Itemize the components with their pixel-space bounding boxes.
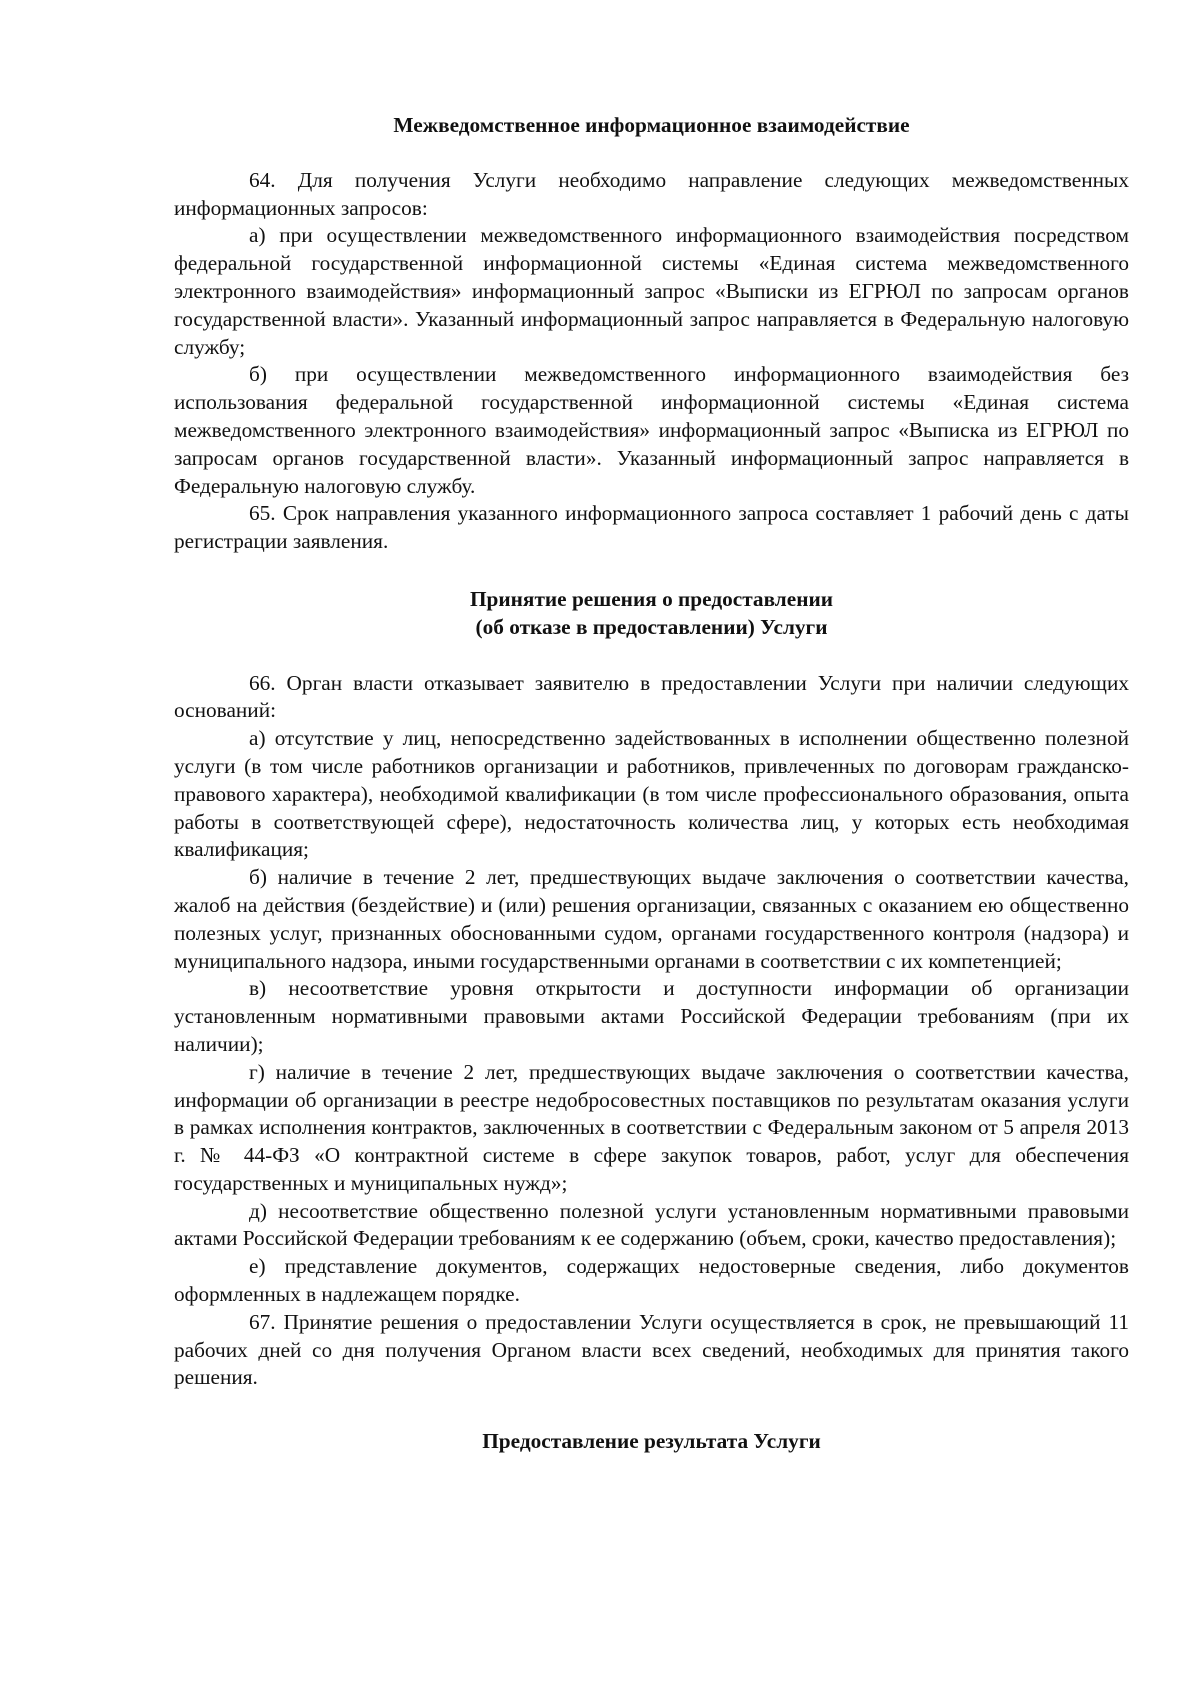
paragraph-66b: б) наличие в течение 2 лет, предшествующих выдаче заключения о соответствии качества, жалоб на действия (бездействие) и (или) решения организации, связанных с оказанием ею общественно полезных услуг, признанных обоснованными судом, органами государственного контроля (надзора) и муниципального надзора, иными государственными органами в соответствии с их компетенцией; bbox=[174, 865, 1129, 973]
paragraph-66v: в) несоответствие уровня открытости и доступности информации об организации установленным нормативными правовыми актами Российской Федерации требованиям (при их наличии); bbox=[174, 976, 1129, 1056]
paragraph-64: 64. Для получения Услуги необходимо направление следующих межведомственных информационных запросов: bbox=[174, 167, 1129, 220]
paragraph-66a: а) отсутствие у лиц, непосредственно задействованных в исполнении общественно полезной услуги (в том числе работников организации и работников, привлеченных по договорам гражданско-правового характера), необходимой квалификации (в том числе профессионального образования, опыта работы в соответствующей сфере), недостаточность количества лиц, у которых есть необходимая квалификация; bbox=[174, 726, 1129, 862]
paragraph-66e: е) представление документов, содержащих недостоверные сведения, либо документов оформленных в надлежащем порядке. bbox=[174, 1254, 1129, 1307]
section-heading-decision-line1: Принятие решения о предоставлении bbox=[469, 586, 834, 611]
section-heading-interagency: Межведомственное информационное взаимодействие bbox=[393, 113, 910, 137]
paragraph-67: 67. Принятие решения о предоставлении Услуги осуществляется в срок, не превышающий 11 рабочих дней со дня получения Органом власти всех сведений, необходимых для принятия такого решения. bbox=[174, 1309, 1129, 1390]
paragraph-64b: б) при осуществлении межведомственного информационного взаимодействия без использования федеральной государственной информационной системы «Единая система межведомственного электронного взаимодействия» информационный запрос «Выписка из ЕГРЮЛ по запросам органов государственной власти». Указанный информационный запрос направляется в Федеральную налоговую службу. bbox=[174, 362, 1129, 498]
paragraph-66: 66. Орган власти отказывает заявителю в предоставлении Услуги при наличии следующих оснований: bbox=[174, 670, 1129, 723]
paragraph-65: 65. Срок направления указанного информационного запроса составляет 1 рабочий день с даты регистрации заявления. bbox=[174, 501, 1129, 554]
section-heading-decision bbox=[174, 586, 1129, 642]
section-heading-decision-line2: (об отказе в предоставлении) Услуги bbox=[475, 614, 828, 639]
document-page bbox=[174, 112, 1129, 1456]
section-heading-result: Предоставление результата Услуги bbox=[482, 1429, 821, 1454]
paragraph-66g: г) наличие в течение 2 лет, предшествующих выдаче заключения о соответствии качества, информации об организации в реестре недобросовестных поставщиков по результатам оказания услуги в рамках исполнения контрактов, заключенных в соответствии с Федеральным законом от 5 апреля 2013 г. № 44-ФЗ «О контрактной системе в сфере закупок товаров, работ, услуг для обеспечения государственных и муниципальных нужд»; bbox=[174, 1059, 1129, 1195]
paragraph-64a: а) при осуществлении межведомственного информационного взаимодействия посредством федеральной государственной информационной системы «Единая система межведомственного электронного взаимодействия» информационный запрос «Выписки из ЕГРЮЛ по запросам органов государственной власти». Указанный информационный запрос направляется в Федеральную налоговую службу; bbox=[174, 223, 1129, 359]
paragraph-66d: д) несоответствие общественно полезной услуги установленным нормативными правовыми актами Российской Федерации требованиям к ее содержанию (объем, сроки, качество предоставления); bbox=[174, 1198, 1129, 1251]
